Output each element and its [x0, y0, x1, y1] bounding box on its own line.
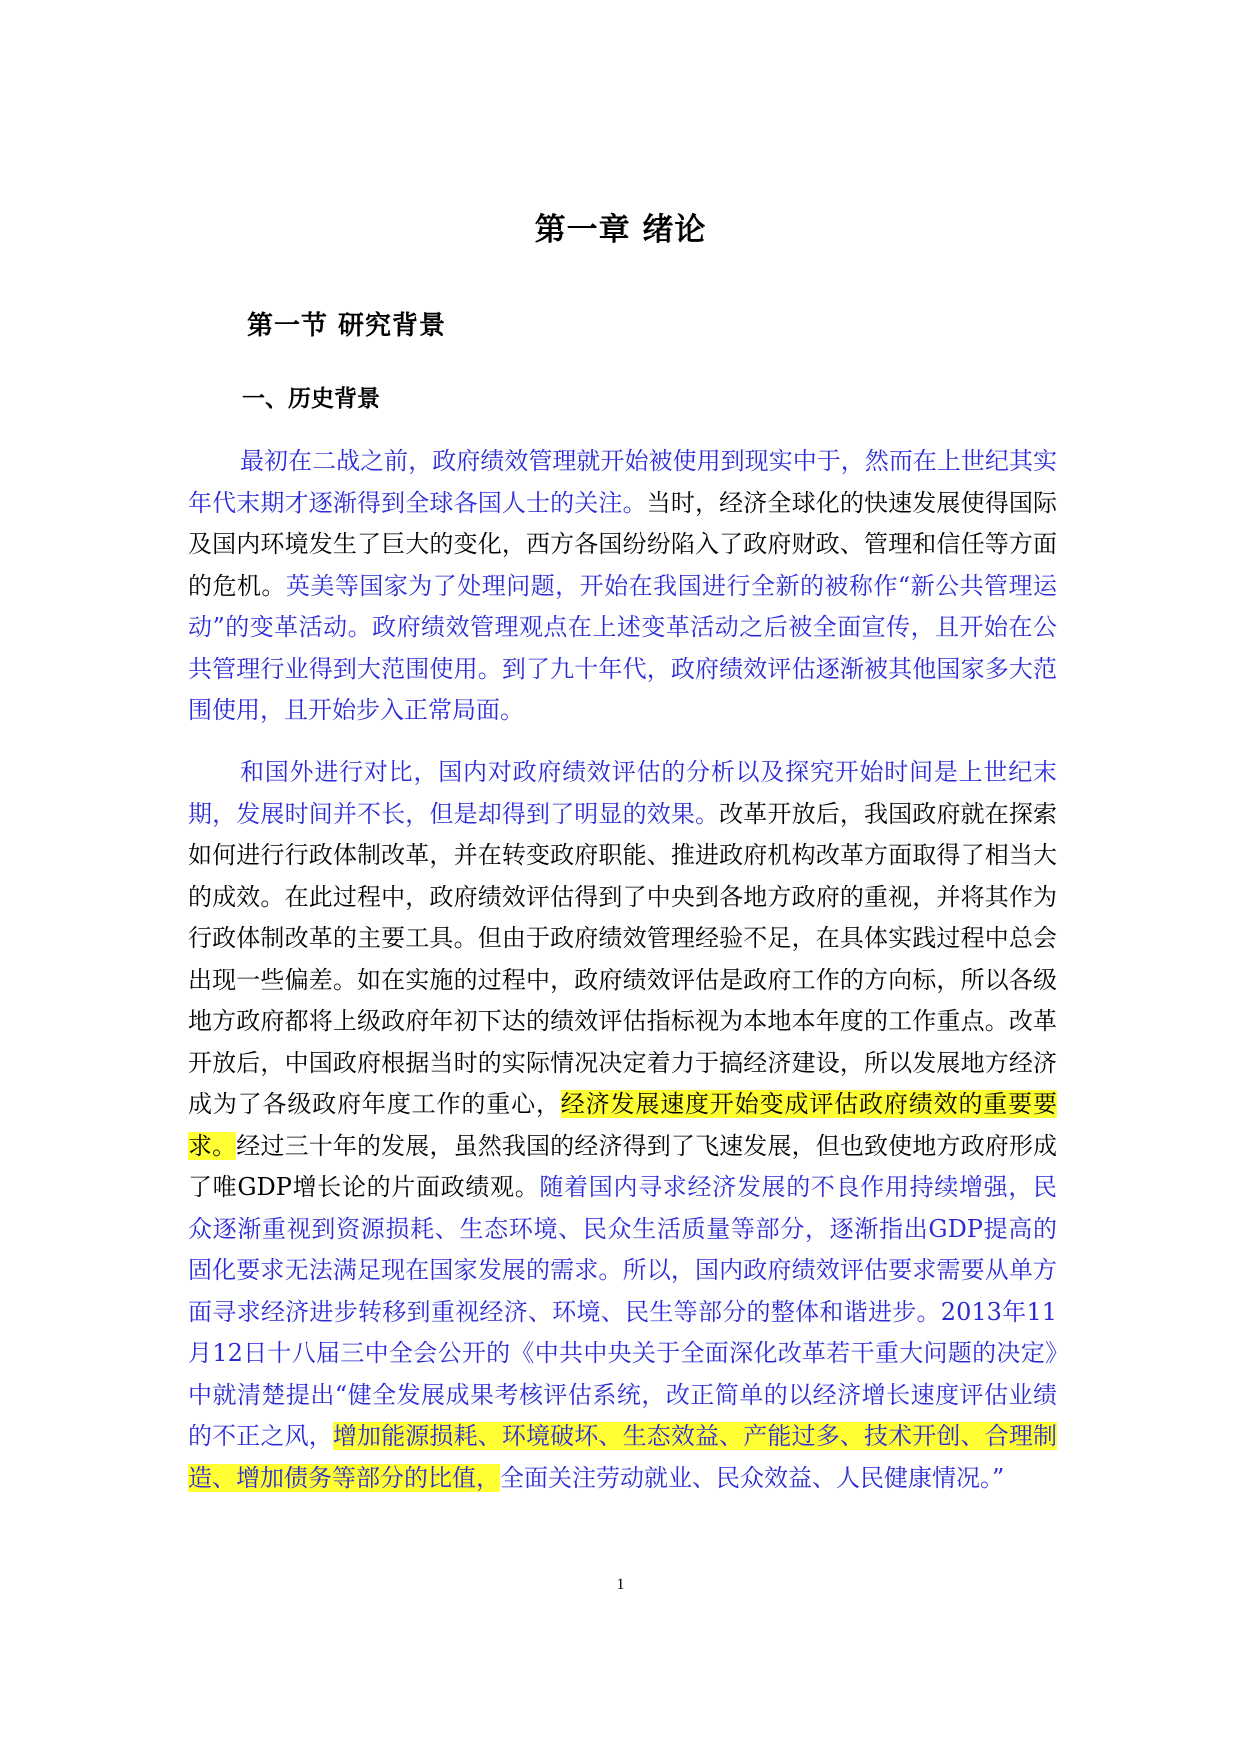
- chapter-title: 第一章 绪论: [534, 212, 707, 248]
- text-segment: 英美等国家为了处理问题，开始在我国进行全新的被称作“新公共管理运动”的变革活动。政府绩效管理观点在上述变革活动之后被全面宣传，且开始在公共管理行业得到大范围使用。到了九十年代，政府绩效评估逐渐被其他国家多大范围使用，且开始步入正常局面。: [188, 571, 1057, 724]
- text-segment: 当时，经济全球化的快速发展使得国际及国内环境发生了巨大的变化，西方各国纷纷陷入了政府财政、管理和信任等方面的危机。: [188, 488, 1058, 600]
- paragraph-history-1: [188, 441, 1057, 732]
- section-title: 第一节 研究背景: [247, 311, 447, 341]
- text-segment: 和国外进行对比，国内对政府绩效评估的分析以及探究开始时间是上世纪末期，发展时间并不长，但是却得到了明显的效果。: [188, 758, 1057, 828]
- highlighted-text: 经济发展速度开始变成评估政府绩效的重要要求。: [188, 1090, 1058, 1160]
- text-segment: 最初在二战之前，政府绩效管理就开始被使用到现实中于，然而在上世纪其实年代末期才逐渐得到全球各国人士的关注。: [188, 447, 1057, 517]
- text-segment: 全面关注劳动就业、民众效益、人民健康情况。”: [500, 1463, 1005, 1492]
- paragraph-history-2: [188, 752, 1057, 1499]
- text-segment: 经过三十年的发展，虽然我国的经济得到了飞速发展，但也致使地方政府形成了唯GDP增长论的片面政绩观。: [188, 1131, 1058, 1201]
- subsection-title: 一、历史背景: [242, 386, 380, 412]
- text-segment: 随着国内寻求经济发展的不良作用持续增强，民众逐渐重视到资源损耗、生态环境、民众生活质量等部分，逐渐指出GDP提高的固化要求无法满足现在国家发展的需求。所以，国内政府绩效评估要求需要从单方面寻求经济进步转移到重视经济、环境、民生等部分的整体和谐进步。2013年11月12日十八届三中全会公开的《中共中央关于全面深化改革若干重大问题的决定》中就清楚提出“健全发展成果考核评估系统，改正简单的以经济增长速度评估业绩的不正之风，: [188, 1173, 1058, 1450]
- page-number: 1: [616, 1576, 625, 1593]
- text-segment: 改革开放后，我国政府就在探索如何进行行政体制改革，并在转变政府职能、推进政府机构改革方面取得了相当大的成效。在此过程中，政府绩效评估得到了中央到各地方政府的重视，并将其作为行政体制改革的主要工具。但由于政府绩效管理经验不足，在具体实践过程中总会出现一些偏差。如在实施的过程中，政府绩效评估是政府工作的方向标，所以各级地方政府都将上级政府年初下达的绩效评估指标视为本地本年度的工作重点。改革开放后，中国政府根据当时的实际情况决定着力于搞经济建设，所以发展地方经济成为了各级政府年度工作的重心，: [188, 799, 1058, 1118]
- highlighted-text: 增加能源损耗、环境破坏、生态效益、产能过多、技术开创、合理制造、增加债务等部分的比值，: [188, 1422, 1057, 1492]
